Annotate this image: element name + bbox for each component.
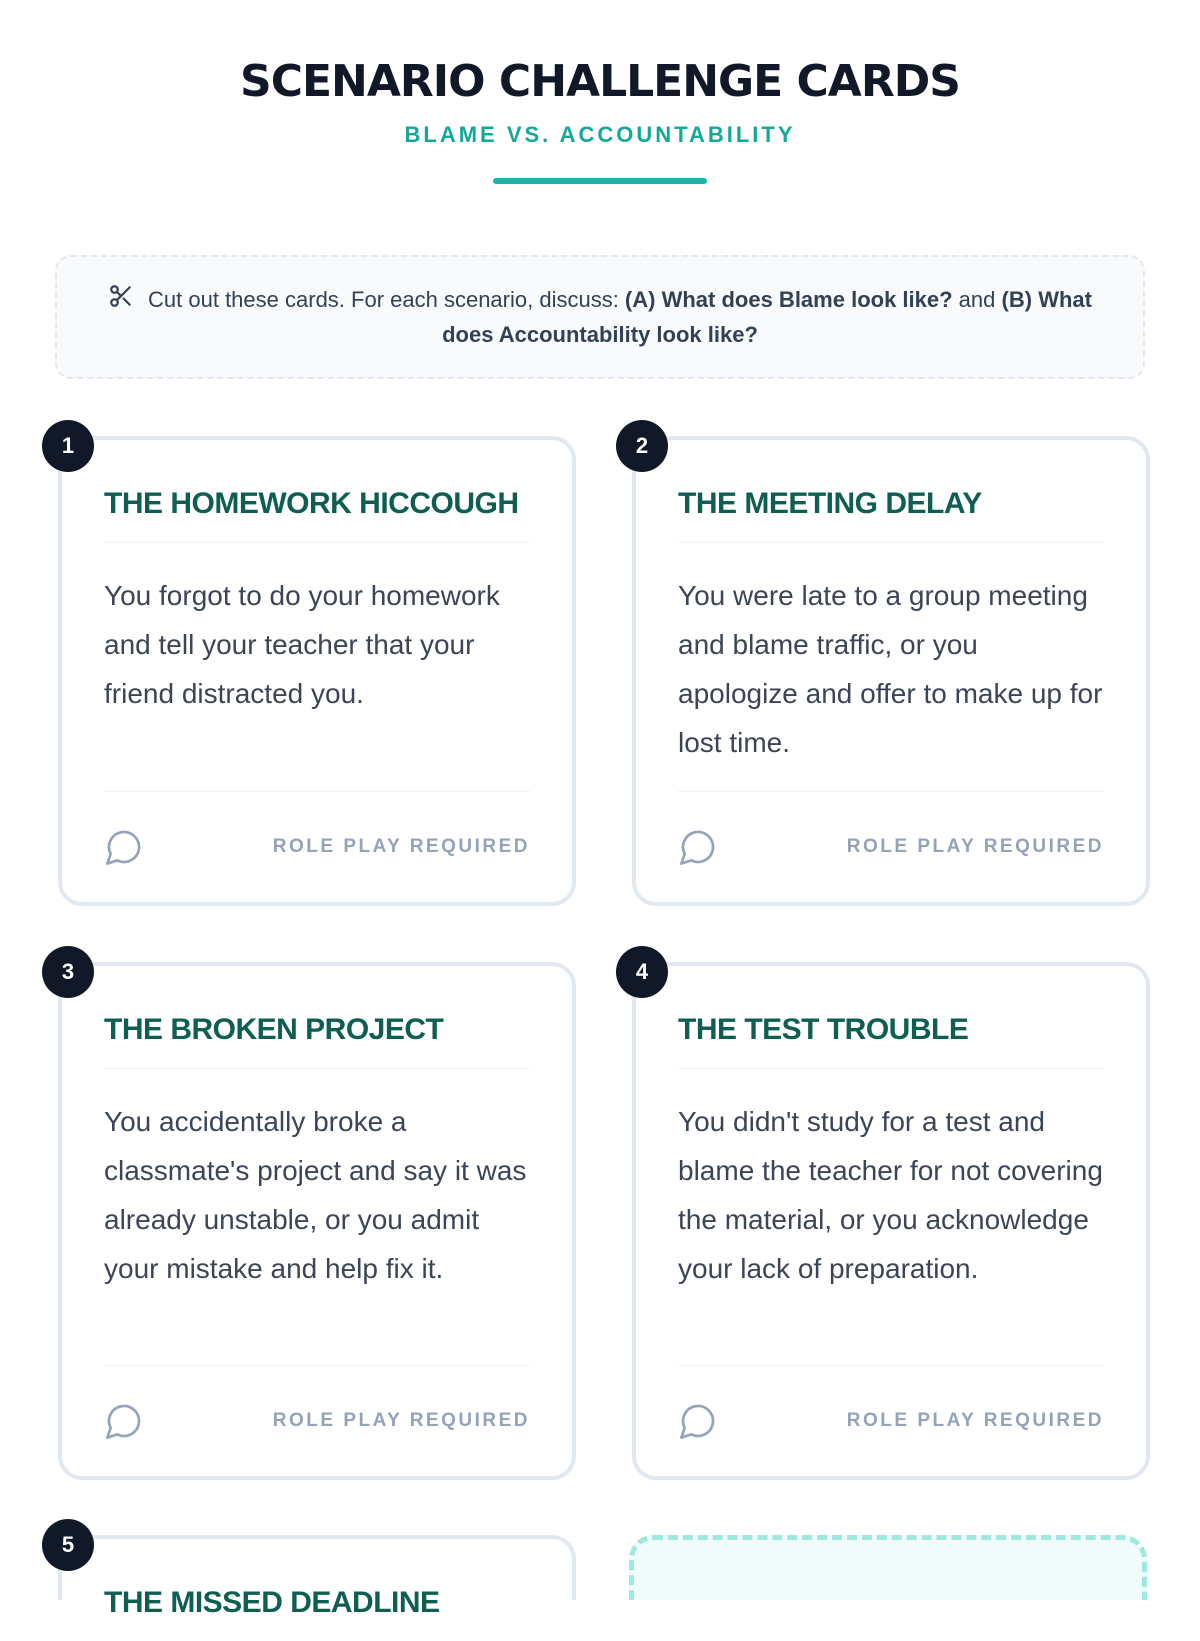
question-a: What does Blame look like? <box>661 286 953 312</box>
card-footer <box>104 1365 530 1476</box>
role-play-label: ROLE PLAY REQUIRED <box>272 1410 530 1431</box>
card-number-badge: 2 <box>616 420 668 472</box>
scenario-card <box>58 959 576 1480</box>
scenario-card <box>632 433 1150 906</box>
card-footer <box>104 791 530 902</box>
instructions-and: and <box>958 286 996 312</box>
page-subtitle: BLAME VS. ACCOUNTABILITY <box>404 122 796 147</box>
card-body: You didn't study for a test and blame the teacher for not covering the material, or you acknowledge your lack of preparation. <box>678 1106 1103 1284</box>
chat-bubble-icon <box>678 1401 718 1441</box>
card-body: You accidentally broke a classmate's project and say it was already unstable, or you admit your mistake and help fix it. <box>104 1106 527 1284</box>
scenario-card <box>632 959 1150 1480</box>
role-play-label: ROLE PLAY REQUIRED <box>846 836 1104 857</box>
scenario-card <box>58 1532 576 1619</box>
scissors-icon <box>108 283 134 318</box>
role-play-label: ROLE PLAY REQUIRED <box>272 836 530 857</box>
title-underline <box>493 178 707 184</box>
card-number-badge: 5 <box>42 1519 94 1571</box>
instructions-lead: Cut out these cards. For each scenario, discuss: <box>148 286 625 312</box>
chat-bubble-icon <box>104 827 144 867</box>
chat-bubble-icon <box>104 1401 144 1441</box>
instructions-text <box>105 283 1095 352</box>
card-title: THE MISSED DEADLINE <box>104 1586 440 1619</box>
card-title: THE BROKEN PROJECT <box>104 1012 530 1069</box>
role-play-label: ROLE PLAY REQUIRED <box>846 1410 1104 1431</box>
page-title: SCENARIO CHALLENGE CARDS <box>240 56 960 107</box>
card-footer <box>678 1365 1104 1476</box>
card-body: You were late to a group meeting and blame traffic, or you apologize and offer to make up for lost time. <box>678 580 1103 758</box>
card-title: THE HOMEWORK HICCOUGH <box>104 486 530 543</box>
card-number-badge: 4 <box>616 946 668 998</box>
question-b: What does Accountability look like? <box>442 286 1092 348</box>
label-b: (B) <box>1001 286 1033 312</box>
chat-bubble-icon <box>678 827 718 867</box>
card-title: THE TEST TROUBLE <box>678 1012 1104 1069</box>
label-a: (A) <box>624 286 656 312</box>
blank-card-placeholder <box>629 1535 1147 1600</box>
instructions-box <box>55 255 1145 379</box>
card-title: THE MEETING DELAY <box>678 486 1104 543</box>
card-number-badge: 1 <box>42 420 94 472</box>
card-body: You forgot to do your homework and tell your teacher that your friend distracted you. <box>104 580 500 709</box>
scenario-card <box>58 433 576 906</box>
header <box>0 0 1200 184</box>
card-number-badge: 3 <box>42 946 94 998</box>
card-footer <box>678 791 1104 902</box>
